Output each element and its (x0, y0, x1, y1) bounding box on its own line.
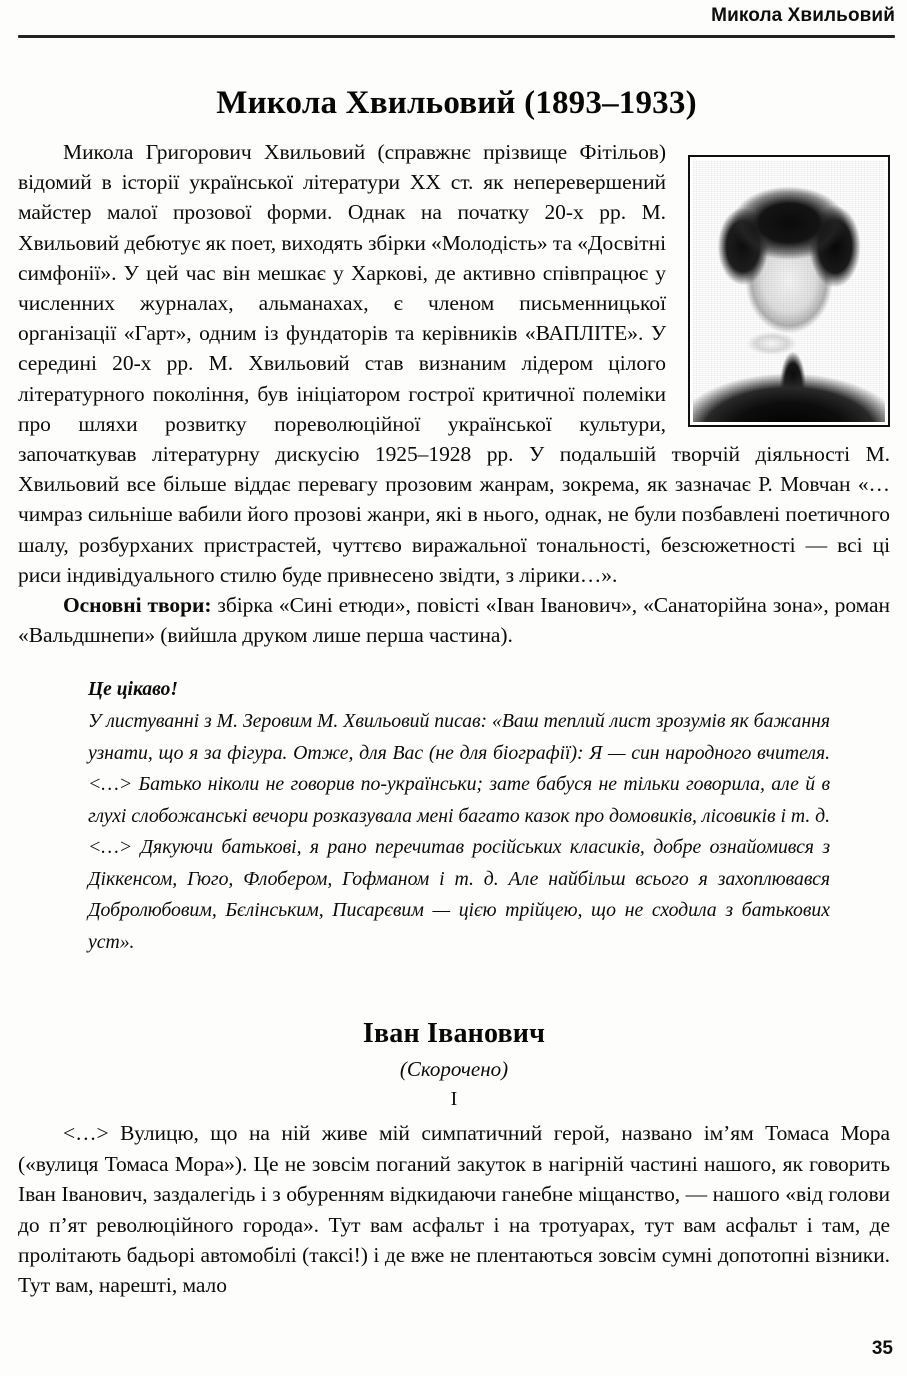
major-works-paragraph (18, 590, 890, 650)
callout-title: Це цікаво! (88, 679, 178, 701)
content-column (18, 137, 890, 1301)
major-works-text: збірка «Сині етюди», повісті «Іван Іванович», «Санаторійна зона», роман «Вальдшнепи» (вийшла друком лише перша частина). (18, 593, 890, 648)
running-header-title: Микола Хвильовий (711, 5, 895, 26)
story-paragraph: <…> Вулицю, що на ній живе мій симпатичний герой, названо ім’ям Томаса Мора («вулиця Томаса Мора»). Це не зовсім поганий закуток в нагірній частині нашого, як говорить Іван Іванович, заздалегідь і з обуренням відкидаючи ганебне міщанство, — нашого «від голови до п’ят революційного города». Тут вам асфальт і на тротуарах, тут вам асфальт і там, де пролітають бадьорі автомобілі (таксі!) і де вже не плентаються зовсім сумні допотопні візники. Тут вам, нарешті, мало (18, 1121, 890, 1298)
major-works-label: Основні твори: (63, 593, 212, 618)
work-title: Іван Іванович (362, 1018, 546, 1050)
work-heading-block (18, 1016, 890, 1114)
page-number: 35 (871, 1338, 893, 1359)
biography-paragraph: Микола Григорович Хвильовий (справжнє прізвище Фітільов) відомий в історії української літератури XX ст. як неперевершений майстер малої прозової форми. Однак на початку 20-х рр. М. Хвильовий дебютує як поет, виходять збірки «Молодість» та «Досвітні симфонії». У цей час він мешкає у Харкові, де активно співпрацює у численних журналах, альманахах, є членом письменницької організації «Гарт», одним із фундаторів та керівників «ВАПЛІТЕ». У середині 20-х рр. М. Хвильовий став визнаним лідером цілого літературного покоління, був ініціатором гострої критичної полеміки про шляхи розвитку пореволюційної української культури, започаткував літературну дискусію 1925–1928 рр. У подальшій творчій діяльності М. Хвильовий все більше віддає перевагу прозовим жанрам, зокрема, як зазначає Р. Мовчан «…чимраз сильніше вабили його прозові жанри, які в нього, однак, не були позбавлені поетичного шалу, розбурханих пристрастей, чуттєво виражальної тональності, безсюжетності — всі ці риси індивідуального стилю буде привнесено звідти, з лірики…». (18, 140, 890, 587)
did-you-know-callout (88, 676, 830, 958)
running-header (18, 4, 895, 38)
page-title: Микола Хвильовий (1893–1933) (216, 85, 697, 122)
callout-body-text: У листуванні з М. Зеровим М. Хвильовий писав: «Ваш теплий лист зрозумів як бажання узнати, що я за фігура. Отже, для Вас (не для біографії): Я — син народного вчителя. <…> Батько ніколи не говорив по-українськи; зате бабуся не тільки говорила, але й в глухі слобожанські вечори розказувала мені багато казок про домовиків, лісовиків і т. д. <…> Дякуючи батькові, я рано перечитав російських класиків, добре ознайомився з Діккенсом, Гюго, Флобером, Гофманом і т. д. Але найбільш всього я захоплювався Добролюбовим, Бєлінським, Писарєвим — цією трійцею, що не сходила з батькових уст». (88, 710, 830, 953)
work-part-number: I (450, 1088, 458, 1111)
header-divider-rule (18, 35, 895, 38)
portrait-photo-image (693, 160, 885, 422)
portrait-photo-frame (688, 155, 890, 427)
work-subtitle-abridged: (Скорочено) (399, 1057, 509, 1082)
